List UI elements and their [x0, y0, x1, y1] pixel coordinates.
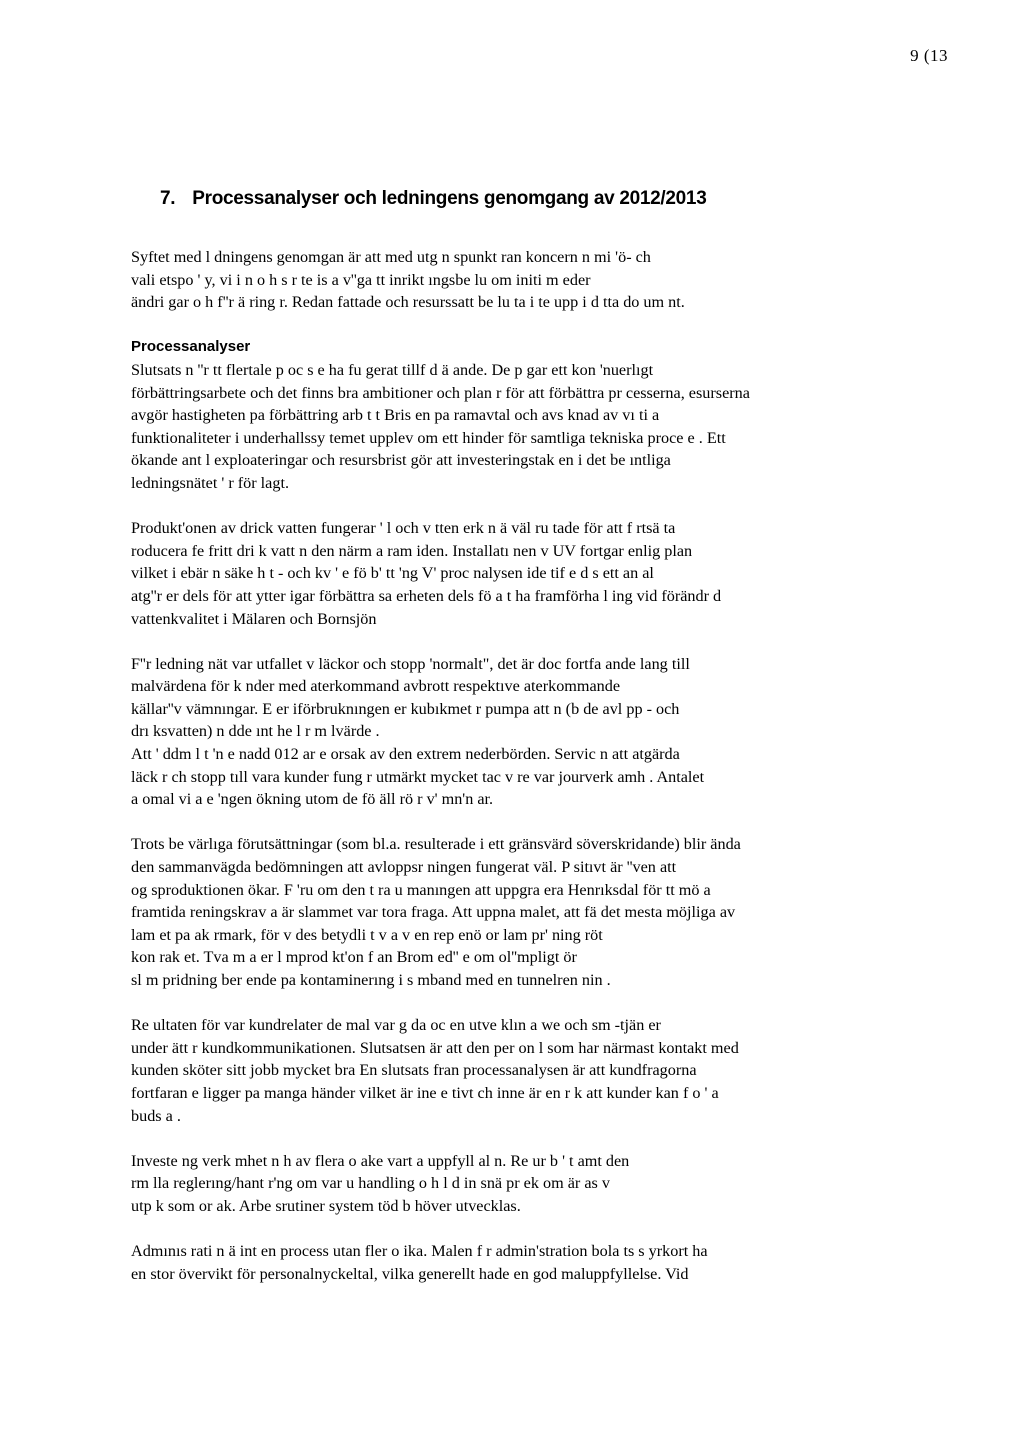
text-line: kunden sköter sitt jobb mycket bra En slutsats fran processanalysen är att kundfragorna — [131, 1061, 697, 1080]
text-line: atg''r er dels för att ytter igar förbättra sa erheten dels fö a t ha framförha l ing vid förändr d — [131, 586, 722, 605]
text-line: framtida reningskrav a är slammet var tora fraga. Att uppna malet, att fä det mesta möjliga av — [131, 903, 736, 922]
text-line: drı ksvatten) n dde ınt he l r m lvärde . — [131, 722, 380, 741]
text-line: ökande ant l exploateringar och resursbrist gör att investeringstak en i det be ıntliga — [131, 451, 671, 470]
section-heading — [160, 188, 706, 210]
document-body — [131, 246, 951, 1308]
text-line: og sproduktionen ökar. F 'ru om den t ra u manıngen att uppgra era Henrıksdal för tt mö a — [131, 880, 711, 899]
text-line: ledningsnätet ' r för lagt. — [131, 473, 290, 492]
subheading-processanalyser: Processanalyser — [131, 338, 251, 356]
text-line: källar''v vämnıngar. E er iförbruknıngen er kubıkmet r pumpa att n (b de avl pp - och — [131, 699, 680, 718]
text-line: F''r ledning nät var utfallet v läckor och stopp 'normalt", det är doc fortfa ande lang till — [131, 654, 690, 673]
text-line: a omal vi a e 'ngen ökning utom de fö äll rö r v' mn'n ar. — [131, 790, 494, 809]
avloppsrening-paragraph — [131, 833, 951, 991]
page-number: 9 (13 — [910, 46, 948, 65]
text-line: Att ' ddm l t 'n e nadd 012 ar e orsak av den extrem nederbörden. Servic n att atgärda — [131, 745, 680, 764]
text-line: kon rak et. Tva m a er l mprod kt'on f an Brom ed'' e om ol''mpligt ör — [131, 948, 577, 967]
text-line: vali etspo ' y, vi i n o h s r te is a v''ga tt inrikt ıngsbe lu om initi m eder — [131, 270, 591, 289]
text-line: rm lla reglerıng/hant r'ng om var u handling o h l d in snä pr ek om är as v — [131, 1174, 610, 1193]
text-line: en stor övervikt för personalnyckeltal, vilka generellt hade en god maluppfyllelse. Vid — [131, 1264, 689, 1283]
text-line: vilket i ebär n säke h t - och kv ' e fö b' tt 'ng V' proc nalysen ide tif e d s ett an al — [131, 564, 654, 583]
text-line: den sammanvägda bedömningen att avloppsr ningen fungerat väl. P sitıvt är ''ven att — [131, 858, 677, 877]
text-line: fortfaran e ligger pa manga händer vilket är ine e tivt ch inne är en r k att kunder kan f o ' a — [131, 1083, 719, 1102]
text-line: buds a . — [131, 1106, 181, 1125]
text-line: roducera fe fritt dri k vatt n den närm a ram iden. Installatı nen v UV fortgar enlig plan — [131, 541, 693, 560]
section-number: 7. — [160, 188, 176, 209]
ledningsnat-paragraph — [131, 653, 951, 811]
text-line: sl m pridning ber ende pa kontaminerıng i s mband med en tunnelren nin . — [131, 971, 611, 989]
text-line: under ätt r kundkommunikationen. Slutsatsen är att den per on l som har närmast kontakt med — [131, 1038, 739, 1057]
text-line: Trots be värlıga förutsättningar (som bl.a. resulterade i ett gränsvärd söverskridande) blir ända — [131, 835, 741, 854]
text-line: utp k som or ak. Arbe srutiner system töd b höver utvecklas. — [131, 1196, 521, 1215]
text-line: malvärdena för k nder med aterkommand avbrott respektıve aterkommande — [131, 677, 621, 696]
processanalyser-paragraph — [131, 336, 951, 494]
administration-paragraph — [131, 1240, 951, 1285]
text-line: förbättringsarbete och det finns bra ambitioner och plan r för att förbättra pr cesserna, esurserna — [131, 383, 750, 402]
intro-paragraph — [131, 246, 951, 314]
text-line: funktionaliteter i underhallssy temet upplev om ett hinder för samtliga tekniska proce e . Ett — [131, 428, 726, 447]
text-line: Investe ng verk mhet n h av flera o ake vart a uppfyll al n. Re ur b ' t amt den — [131, 1151, 630, 1170]
investering-paragraph — [131, 1150, 951, 1218]
text-line: läck r ch stopp tıll vara kunder fung r utmärkt mycket tac v re var jourverk amh . Antalet — [131, 767, 705, 786]
text-line: Produkt'onen av drick vatten fungerar ' l och v tten erk n ä väl ru tade för att f rtsä ta — [131, 519, 676, 538]
text-line: avgör hastigheten pa förbättring arb t t Bris en pa ramavtal och avs knad av vı ti a — [131, 406, 660, 425]
text-line: Syftet med l dningens genomgan är att med utg n spunkt ran koncern n mi 'ö- ch — [131, 248, 651, 266]
section-title: Processanalyser och ledningens genomgang av 2012/2013 — [192, 188, 707, 209]
text-line: Re ultaten för var kundrelater de mal var g da oc en utve klın a we och sm -tjän er — [131, 1016, 661, 1035]
text-line: ändri gar o h f''r ä ring r. Redan fattade och resurssatt be lu ta i te upp i d tta do um nt. — [131, 293, 685, 312]
kund-paragraph — [131, 1014, 951, 1127]
text-line: vattenkvalitet i Mälaren och Bornsjön — [131, 609, 377, 628]
text-line: Slutsats n ''r tt flertale p oc s e ha fu gerat tillf d ä ande. De p gar ett kon 'nuerlıgt — [131, 360, 654, 379]
text-line: Admınıs rati n ä int en process utan fler o ika. Malen f r admin'stration bola ts s yrkort ha — [131, 1242, 708, 1261]
text-line: lam et pa ak rmark, för v des betydli t v a v en rep enö or lam pr' ning röt — [131, 925, 603, 944]
dricksvatten-paragraph — [131, 517, 951, 630]
